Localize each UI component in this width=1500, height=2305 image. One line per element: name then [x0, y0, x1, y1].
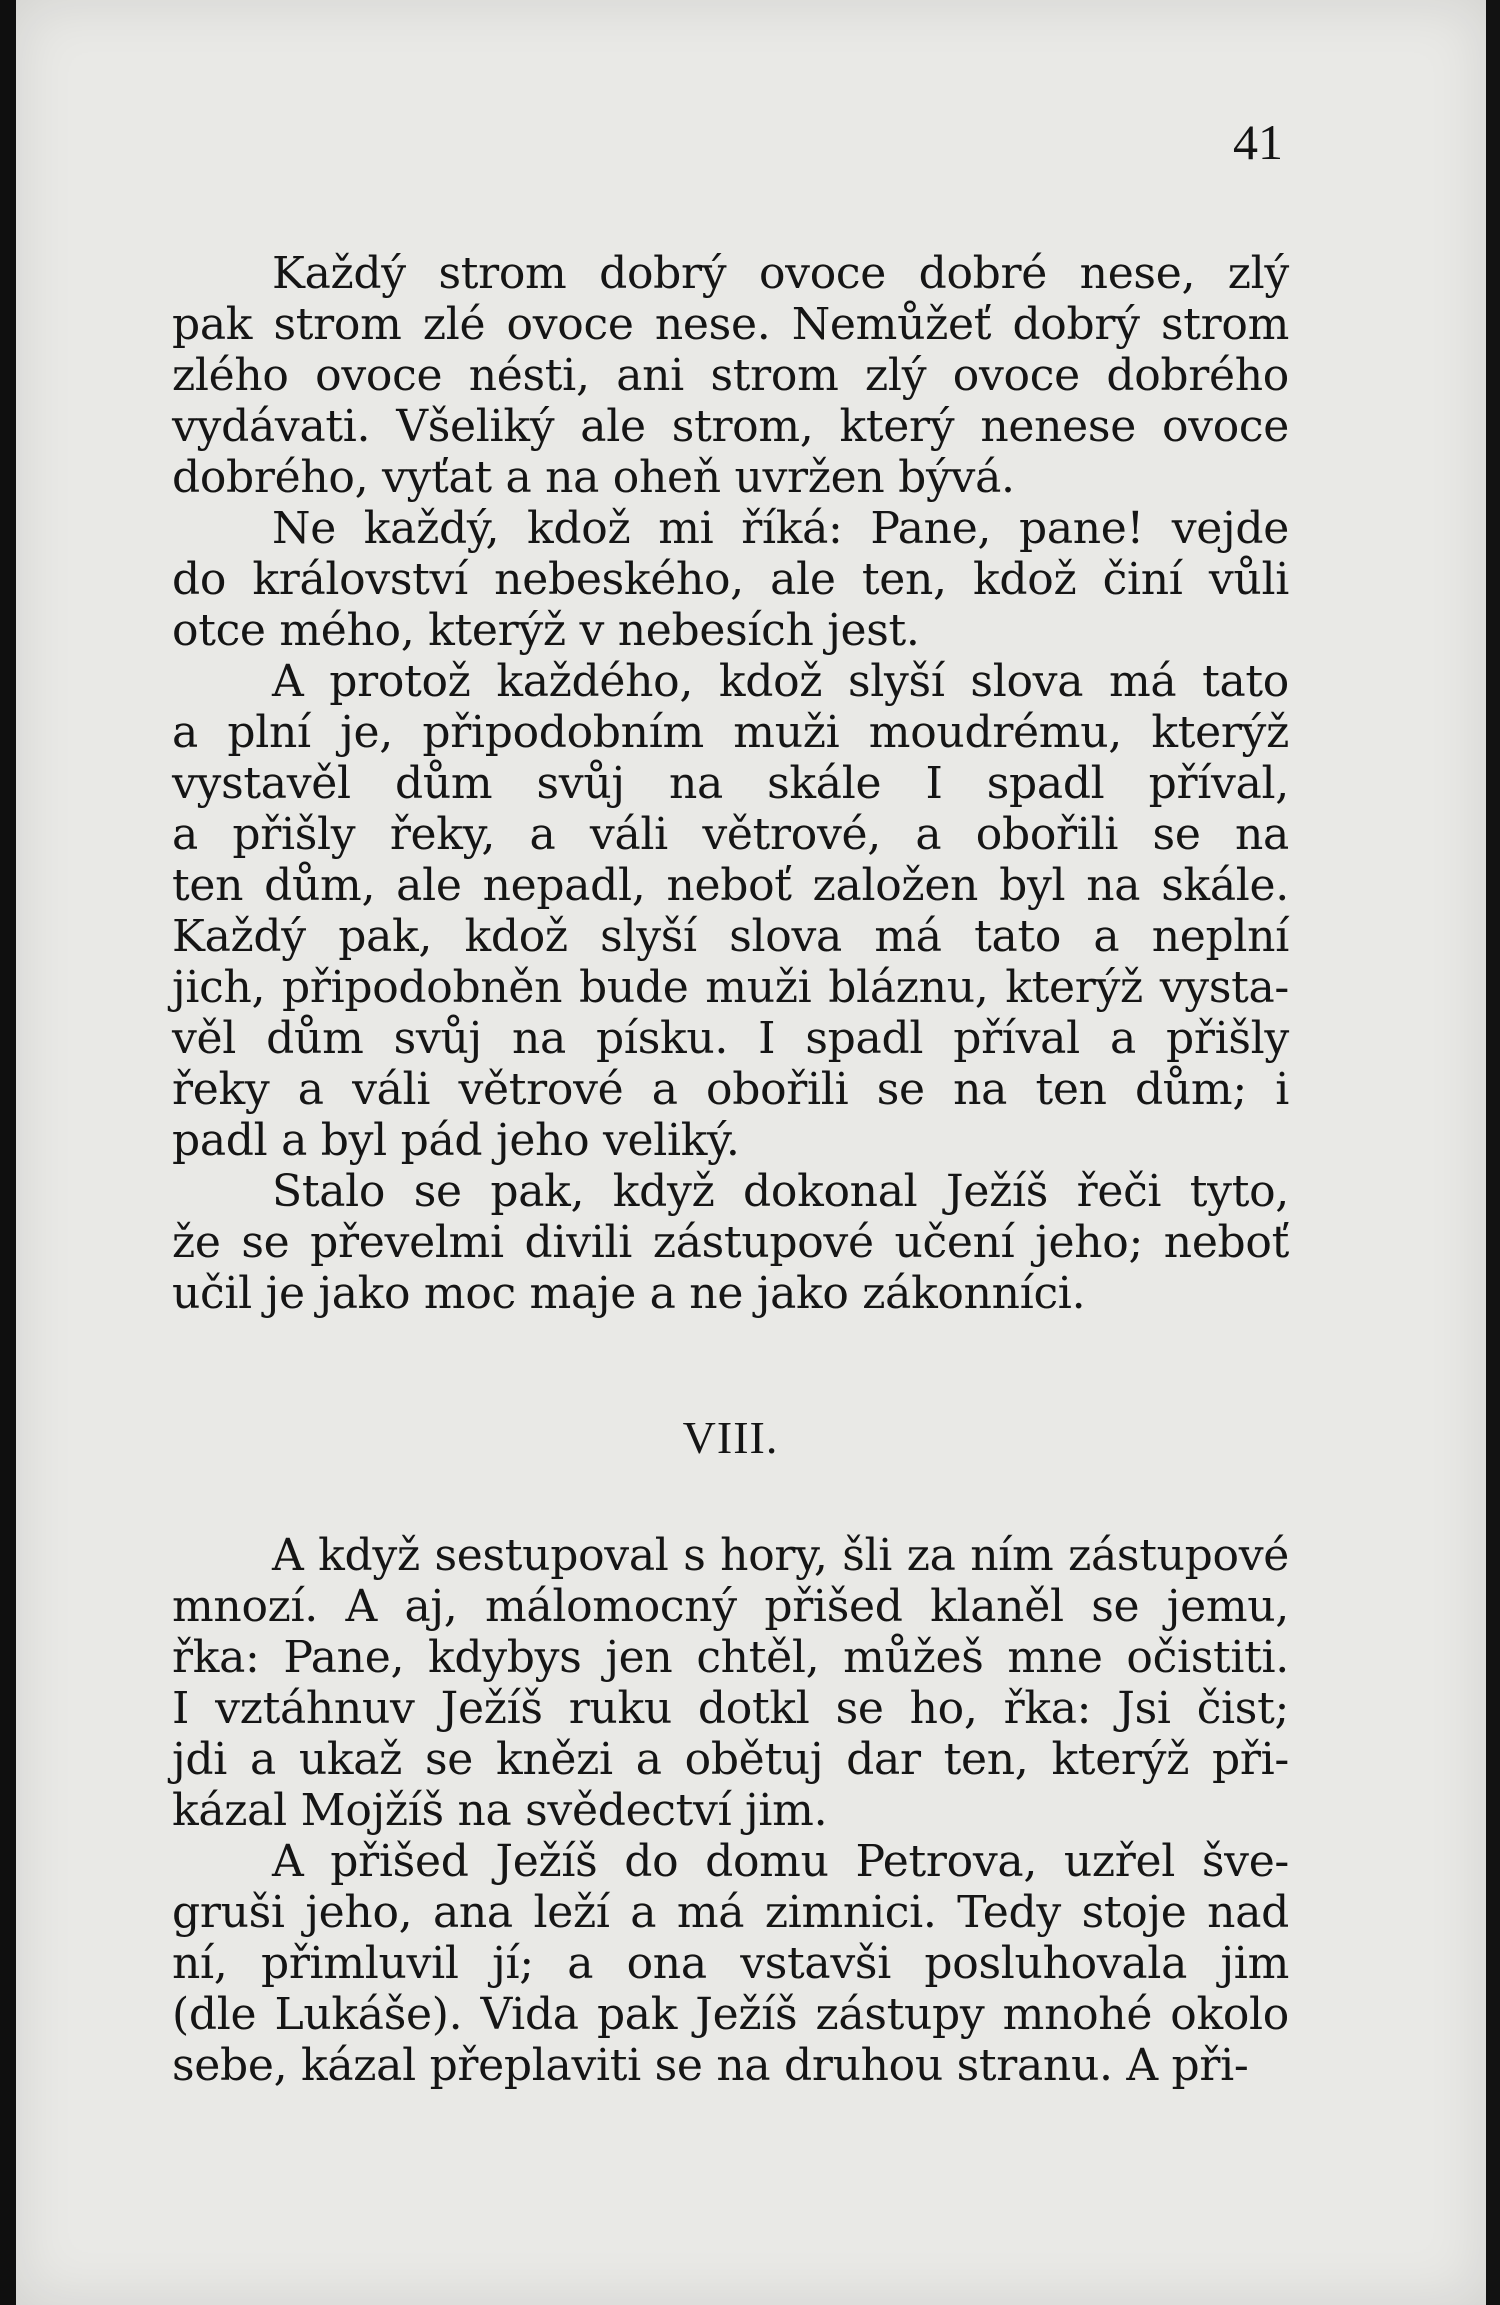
text-line: Ne každý, kdož mi říká: Pane, pane! vejde	[272, 503, 1289, 554]
book-page	[16, 0, 1486, 2305]
text-line: pak strom zlé ovoce nese. Nemůžeť dobrý strom	[172, 299, 1289, 350]
text-line: zlého ovoce nésti, ani strom zlý ovoce dobrého	[172, 350, 1289, 401]
text-line: a přišly řeky, a váli větrové, a obořili se na	[172, 809, 1289, 860]
text-line: řeky a váli větrové a obořili se na ten dům; i	[172, 1064, 1289, 1115]
text-line: jich, připodobněn bude muži bláznu, kterýž vysta-	[172, 962, 1289, 1013]
text-line: Stalo se pak, když dokonal Ježíš řeči tyto,	[272, 1166, 1289, 1217]
text-line: dobrého, vyťat a na oheň uvržen bývá.	[172, 452, 1015, 503]
text-block-1	[172, 248, 1289, 1319]
text-line: otce mého, kterýž v nebesích jest.	[172, 605, 920, 656]
text-line: gruši jeho, ana leží a má zimnici. Tedy stoje nad	[172, 1887, 1289, 1938]
text-line: (dle Lukáše). Vida pak Ježíš zástupy mnohé okolo	[172, 1989, 1289, 2040]
text-line: že se převelmi divili zástupové učení jeho; neboť	[172, 1217, 1289, 1268]
text-line: Každý pak, kdož slyší slova má tato a neplní	[172, 911, 1289, 962]
text-line: A když sestupoval s hory, šli za ním zástupové	[272, 1530, 1289, 1581]
text-line: I vztáhnuv Ježíš ruku dotkl se ho, řka: Jsi čist;	[172, 1683, 1289, 1734]
text-line: sebe, kázal přeplaviti se na druhou stranu. A při-	[172, 2040, 1249, 2091]
text-line: do království nebeského, ale ten, kdož činí vůli	[172, 554, 1289, 605]
text-line: ní, přimluvil jí; a ona vstavši posluhovala jim	[172, 1938, 1289, 1989]
text-line: kázal Mojžíš na svědectví jim.	[172, 1785, 828, 1836]
text-line: A protož každého, kdož slyší slova má tato	[272, 656, 1289, 707]
text-line: Každý strom dobrý ovoce dobré nese, zlý	[272, 248, 1289, 299]
text-line: A přišed Ježíš do domu Petrova, uzřel šve-	[272, 1836, 1289, 1887]
text-line: učil je jako moc maje a ne jako zákonníci.	[172, 1268, 1086, 1319]
text-line: jdi a ukaž se knězi a obětuj dar ten, kterýž při-	[172, 1734, 1289, 1785]
text-line: mnozí. A aj, málomocný přišed klaněl se jemu,	[172, 1581, 1289, 1632]
text-line: věl dům svůj na písku. I spadl příval a přišly	[172, 1013, 1289, 1064]
text-line: řka: Pane, kdybys jen chtěl, můžeš mne očistiti.	[172, 1632, 1289, 1683]
text-line: a plní je, připodobním muži moudrému, kterýž	[172, 707, 1289, 758]
text-line: ten dům, ale nepadl, neboť založen byl na skále.	[172, 860, 1289, 911]
text-line: vystavěl dům svůj na skále I spadl příval,	[172, 758, 1289, 809]
scan-right-edge	[1486, 0, 1500, 2305]
page-number: 41	[1233, 114, 1283, 170]
chapter-heading: VIII.	[682, 1412, 779, 1463]
scan-left-edge	[0, 0, 16, 2305]
text-line: padl a byl pád jeho veliký.	[172, 1115, 740, 1166]
text-block-2	[172, 1530, 1289, 2091]
text-line: vydávati. Všeliký ale strom, který nenese ovoce	[172, 401, 1289, 452]
